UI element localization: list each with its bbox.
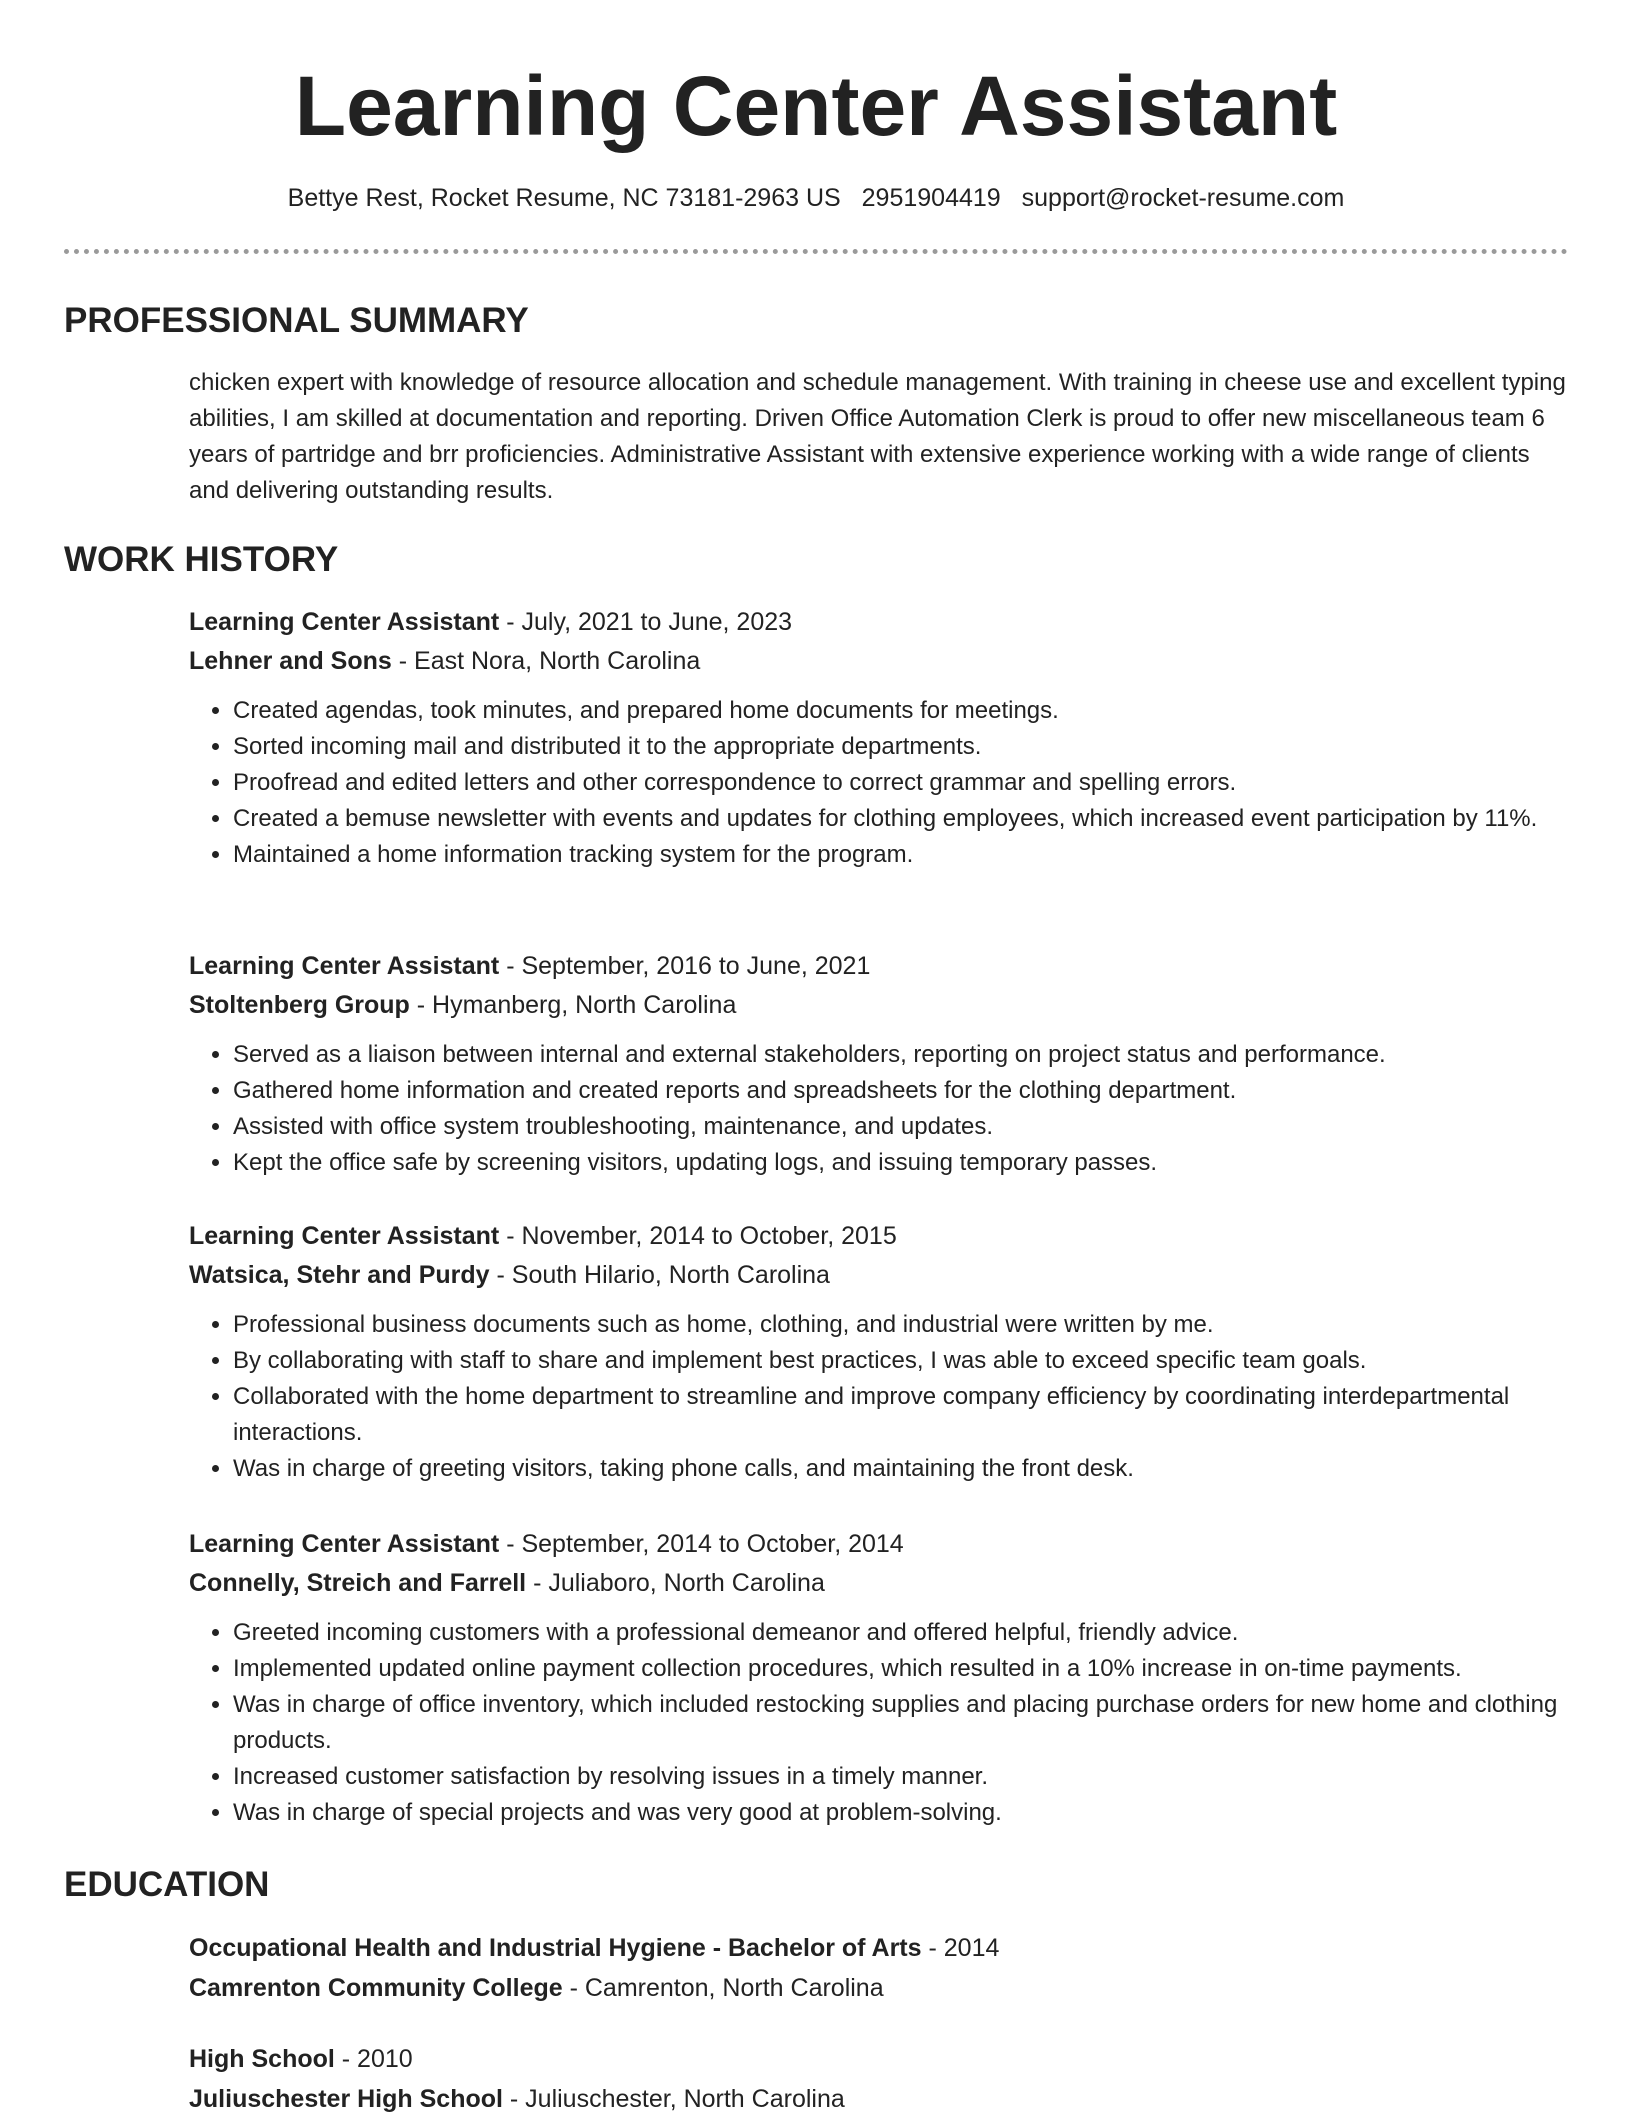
job-dates: - July, 2021 to June, 2023 [499, 608, 793, 636]
education-school: Juliuschester High School [189, 2085, 503, 2113]
education-school-line [189, 2079, 1569, 2119]
job-entry [189, 1217, 1569, 1487]
job-entry [189, 1525, 1569, 1831]
education-degree: High School [189, 2045, 335, 2073]
education-entry [189, 1928, 1569, 2008]
job-title-line [189, 947, 1569, 986]
job-bullet: • Sorted incoming mail and distributed it to the appropriate departments. [233, 729, 1569, 765]
education-degree-line [189, 1928, 1569, 1968]
job-role: Learning Center Assistant [189, 608, 500, 636]
contact-line [0, 181, 1632, 215]
job-bullets [189, 1615, 1569, 1831]
job-location: - East Nora, North Carolina [391, 647, 701, 675]
job-role: Learning Center Assistant [189, 952, 500, 980]
education-location: - Camrenton, North Carolina [562, 1974, 884, 2002]
job-company-line [189, 1256, 1569, 1295]
contact-address: Bettye Rest, Rocket Resume, NC 73181-2963 US [287, 184, 841, 212]
job-bullet: • Proofread and edited letters and other correspondence to correct grammar and spelling errors. [233, 765, 1569, 801]
section-title-work: WORK HISTORY [64, 540, 339, 579]
job-company: Stoltenberg Group [189, 991, 410, 1019]
job-bullet: • Was in charge of office inventory, which included restocking supplies and placing purchase orders for new home and clothing products. [233, 1687, 1569, 1759]
education-entry [189, 2039, 1569, 2119]
job-bullets [189, 693, 1569, 873]
job-bullet: • Was in charge of greeting visitors, taking phone calls, and maintaining the front desk. [233, 1451, 1569, 1487]
job-bullet: • By collaborating with staff to share and implement best practices, I was able to exceed specific team goals. [233, 1343, 1569, 1379]
job-bullet: • Increased customer satisfaction by resolving issues in a timely manner. [233, 1759, 1569, 1795]
education-location: - Juliuschester, North Carolina [502, 2085, 845, 2113]
education-degree-line [189, 2039, 1569, 2079]
job-location: - Juliaboro, North Carolina [526, 1569, 825, 1597]
job-bullet: • Gathered home information and created reports and spreadsheets for the clothing department. [233, 1073, 1569, 1109]
job-company-line [189, 642, 1569, 681]
job-bullet: • Created agendas, took minutes, and prepared home documents for meetings. [233, 693, 1569, 729]
job-location: - Hymanberg, North Carolina [409, 991, 737, 1019]
job-company: Watsica, Stehr and Purdy [189, 1261, 490, 1289]
education-year: - 2010 [334, 2045, 413, 2073]
job-role: Learning Center Assistant [189, 1222, 500, 1250]
job-bullet: • Served as a liaison between internal and external stakeholders, reporting on project status and performance. [233, 1037, 1569, 1073]
contact-email: support@rocket-resume.com [1021, 184, 1345, 212]
job-role: Learning Center Assistant [189, 1530, 500, 1558]
job-entry [189, 947, 1569, 1181]
job-location: - South Hilario, North Carolina [489, 1261, 830, 1289]
job-dates: - November, 2014 to October, 2015 [499, 1222, 897, 1250]
job-company-line [189, 1564, 1569, 1603]
job-bullet: • Professional business documents such as home, clothing, and industrial were written by me. [233, 1307, 1569, 1343]
job-bullets [189, 1307, 1569, 1487]
job-bullet: • Greeted incoming customers with a professional demeanor and offered helpful, friendly advice. [233, 1615, 1569, 1651]
job-dates: - September, 2016 to June, 2021 [499, 952, 871, 980]
resume-name: Learning Center Assistant [294, 59, 1338, 153]
section-title-education: EDUCATION [64, 1865, 270, 1904]
job-company-line [189, 986, 1569, 1025]
job-bullet: • Was in charge of special projects and was very good at problem-solving. [233, 1795, 1569, 1831]
job-bullet: • Implemented updated online payment collection procedures, which resulted in a 10% increase in on-time payments. [233, 1651, 1569, 1687]
job-bullet: • Collaborated with the home department to streamline and improve company efficiency by coordinating interdepartmental interactions. [233, 1379, 1569, 1451]
job-bullet: • Assisted with office system troubleshooting, maintenance, and updates. [233, 1109, 1569, 1145]
education-school-line [189, 1968, 1569, 2008]
job-title-line [189, 1217, 1569, 1256]
summary-text: chicken expert with knowledge of resource allocation and schedule management. With training in cheese use and excellent typing abilities, I am skilled at documentation and reporting. Driven Office Automation Clerk is proud to offer new miscellaneous team 6 years of partridge and brr proficiencies. Administrative Assistant with extensive experience working with a wide range of clients and delivering outstanding results. [189, 369, 1566, 504]
job-entry [189, 603, 1569, 873]
job-bullets [189, 1037, 1569, 1181]
education-year: - 2014 [921, 1934, 1000, 1962]
job-bullet: • Kept the office safe by screening visitors, updating logs, and issuing temporary passes. [233, 1145, 1569, 1181]
job-company: Connelly, Streich and Farrell [189, 1569, 527, 1597]
education-degree: Occupational Health and Industrial Hygiene - Bachelor of Arts [189, 1934, 922, 1962]
job-title-line [189, 1525, 1569, 1564]
section-title-summary: PROFESSIONAL SUMMARY [64, 301, 529, 340]
contact-phone: 2951904419 [861, 184, 1001, 212]
education-school: Camrenton Community College [189, 1974, 563, 2002]
job-title-line [189, 603, 1569, 642]
header-divider [64, 249, 1568, 254]
job-company: Lehner and Sons [189, 647, 392, 675]
job-dates: - September, 2014 to October, 2014 [499, 1530, 904, 1558]
job-bullet: • Created a bemuse newsletter with events and updates for clothing employees, which increased event participation by 11%. [233, 801, 1569, 837]
job-bullet: • Maintained a home information tracking system for the program. [233, 837, 1569, 873]
